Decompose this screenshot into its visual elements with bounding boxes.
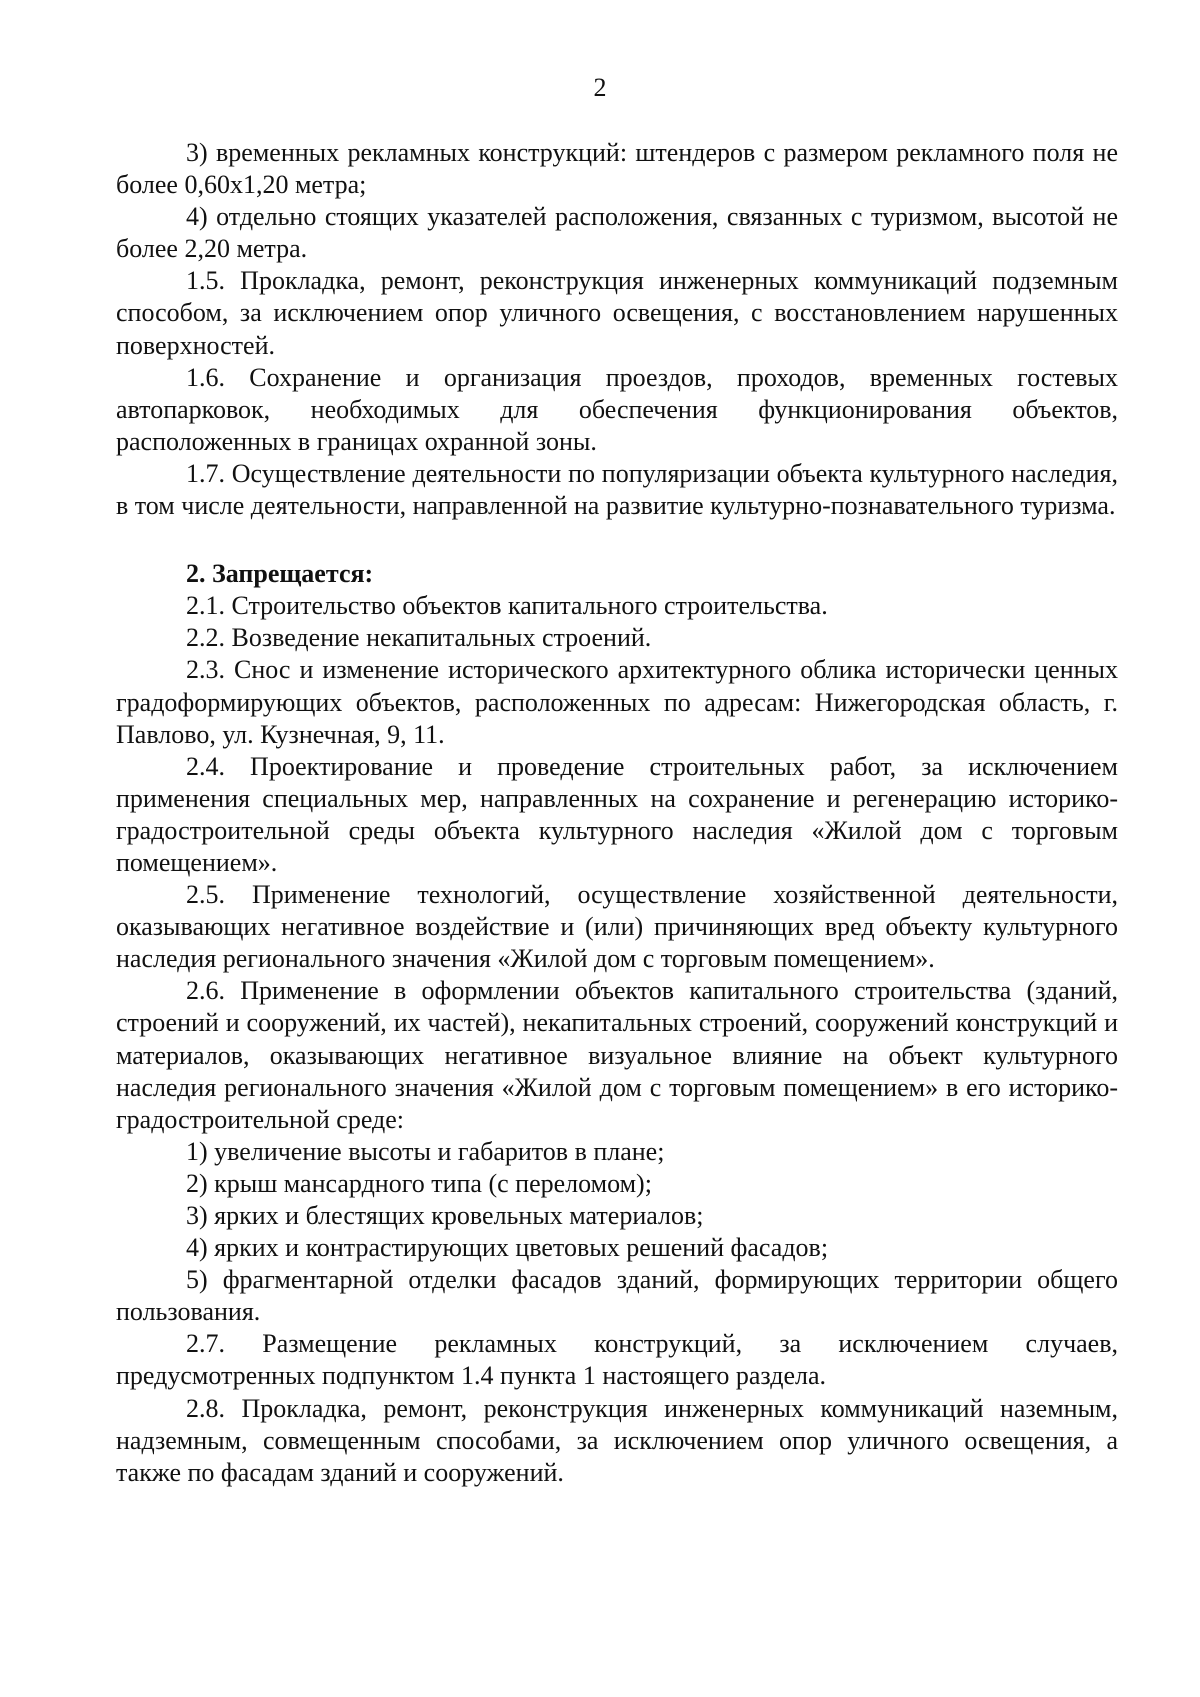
- clause-2-1: 2.1. Строительство объектов капитального строительства.: [186, 591, 828, 621]
- clause-2-6-item-2: 2) крыш мансардного типа (с переломом);: [186, 1168, 652, 1198]
- clause-2-2: 2.2. Возведение некапитальных строений.: [186, 623, 652, 653]
- clause-2-6-item-5: 5) фрагментарной отделки фасадов зданий, формирующих территории общего пользования.: [116, 1265, 1118, 1327]
- document-body: [116, 137, 1118, 1489]
- clause-2-6-item-3: 3) ярких и блестящих кровельных материалов;: [186, 1201, 704, 1230]
- clause-2-4: 2.4. Проектирование и проведение строительных работ, за исключением применения специальных мер, направленных на сохранение и регенерацию историко-градостроительной среды объекта культурного наследия «Жилой дом с торговым помещением».: [116, 751, 1118, 877]
- clause-1-5: 1.5. Прокладка, ремонт, реконструкция инженерных коммуникаций подземным способом, за исключением опор уличного освещения, с восстановлением нарушенных поверхностей.: [116, 266, 1118, 360]
- page-number: 2: [593, 73, 607, 102]
- clause-2-8: 2.8. Прокладка, ремонт, реконструкция инженерных коммуникаций наземным, надземным, совмещенным способами, за исключением опор уличного освещения, а также по фасадам зданий и сооружений.: [116, 1393, 1118, 1487]
- list-item-3-temporary-ad-structures: 3) временных рекламных конструкций: штендеров с размером рекламного поля не более 0,60х1,20 метра;: [116, 138, 1118, 200]
- clause-2-7: 2.7. Размещение рекламных конструкций, за исключением случаев, предусмотренных подпунктом 1.4 пункта 1 настоящего раздела.: [116, 1329, 1118, 1391]
- clause-1-6: 1.6. Сохранение и организация проездов, проходов, временных гостевых автопарковок, необходимых для обеспечения функционирования объектов, расположенных в границах охранной зоны.: [116, 362, 1118, 456]
- section-2-heading: 2. Запрещается:: [186, 559, 374, 589]
- list-item-4-tourism-signs: 4) отдельно стоящих указателей расположения, связанных с туризмом, высотой не более 2,20 метра.: [116, 202, 1118, 264]
- clause-2-6: 2.6. Применение в оформлении объектов капитального строительства (зданий, строений и сооружений, их частей), некапитальных строений, сооружений конструкций и материалов, оказывающих негативное визуальное влияние на объект культурного наследия регионального значения «Жилой дом с торговым помещением» в его историко-градостроительной среде:: [116, 976, 1118, 1134]
- clause-2-3: 2.3. Снос и изменение исторического архитектурного облика исторически ценных градоформирующих объектов, расположенных по адресам: Нижегородская область, г. Павлово, ул. Кузнечная, 9, 11.: [116, 655, 1118, 749]
- clause-2-6-item-1: 1) увеличение высоты и габаритов в плане;: [186, 1136, 665, 1166]
- clause-2-6-item-4: 4) ярких и контрастирующих цветовых решений фасадов;: [186, 1233, 829, 1263]
- clause-1-7: 1.7. Осуществление деятельности по популяризации объекта культурного наследия, в том числе деятельности, направленной на развитие культурно-познавательного туризма.: [116, 458, 1118, 521]
- clause-2-5: 2.5. Применение технологий, осуществление хозяйственной деятельности, оказывающих негативное воздействие и (или) причиняющих вред объекту культурного наследия регионального значения «Жилой дом с торговым помещением».: [116, 880, 1118, 974]
